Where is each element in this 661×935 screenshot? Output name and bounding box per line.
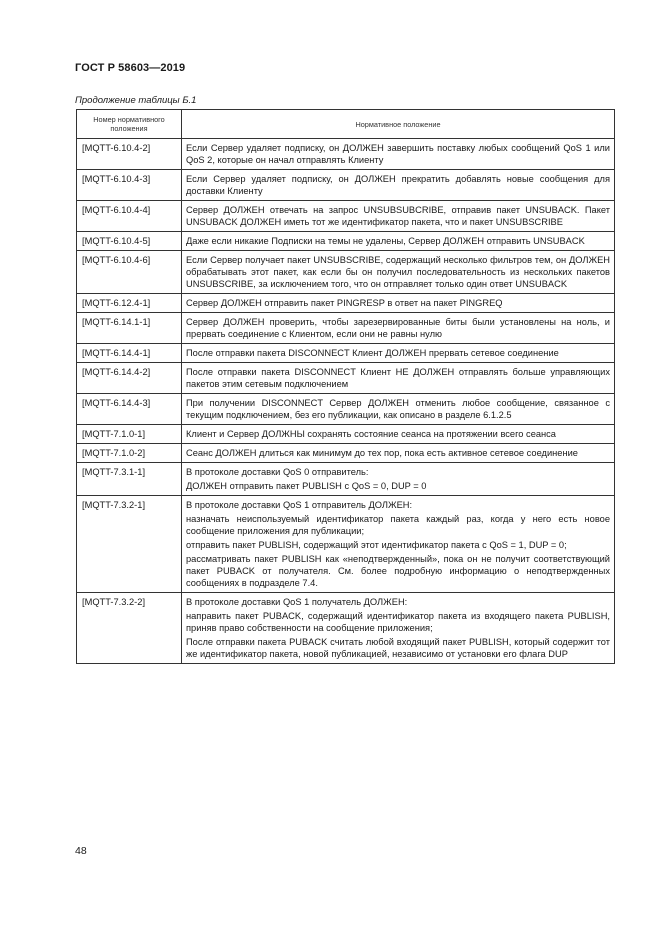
table-row bbox=[77, 394, 615, 425]
requirement-paragraph: направить пакет PUBACK, содержащий идентификатор пакета из входящего пакета PUBLISH, приняв право собственности на сообщение приложения; bbox=[186, 611, 610, 633]
column-header-number: Номер нормативного положения bbox=[77, 110, 182, 139]
requirement-id: [MQTT-6.10.4-5] bbox=[77, 232, 182, 251]
requirement-text bbox=[182, 496, 615, 593]
requirement-paragraph: Сервер ДОЛЖЕН отправить пакет PINGRESP в ответ на пакет PINGREQ bbox=[186, 298, 503, 308]
requirement-paragraph: После отправки пакета PUBACK считать любой входящий пакет PUBLISH, который содержит тот же идентификатор пакета, новой публикацией, независимо от установки его флага DUP bbox=[186, 637, 610, 659]
table-row bbox=[77, 444, 615, 463]
requirement-paragraph: рассматривать пакет PUBLISH как «неподтвержденный», пока он не получит соответствующий пакет PUBACK от получателя. См. более подробную информацию о неподтвержденных сообщениях в подразделе 7.4. bbox=[186, 554, 610, 588]
table-row bbox=[77, 313, 615, 344]
requirement-id: [MQTT-7.3.2-2] bbox=[77, 593, 182, 664]
requirement-text bbox=[182, 425, 615, 444]
requirement-id: [MQTT-7.1.0-2] bbox=[77, 444, 182, 463]
requirement-id: [MQTT-6.10.4-4] bbox=[77, 201, 182, 232]
requirement-text bbox=[182, 463, 615, 496]
requirement-id: [MQTT-6.10.4-6] bbox=[77, 251, 182, 294]
table-header-row bbox=[77, 110, 615, 139]
requirement-paragraph: При получении DISCONNECT Сервер ДОЛЖЕН отменить любое сообщение, связанное с текущим подключением, без его публикации, как описано в разделе 6.1.2.5 bbox=[186, 398, 610, 420]
requirement-paragraph: Сеанс ДОЛЖЕН длиться как минимум до тех пор, пока есть активное сетевое соединение bbox=[186, 448, 578, 458]
requirement-paragraph: Если Сервер удаляет подписку, он ДОЛЖЕН завершить поставку любых сообщений QoS 1 или QoS 2, которые он начал отправлять Клиенту bbox=[186, 143, 610, 165]
requirement-paragraph: отправить пакет PUBLISH, содержащий этот идентификатор пакета с QoS = 1, DUP = 0; bbox=[186, 540, 567, 550]
requirement-id: [MQTT-6.14.4-2] bbox=[77, 363, 182, 394]
requirement-id: [MQTT-6.12.4-1] bbox=[77, 294, 182, 313]
requirements-table bbox=[76, 109, 615, 664]
requirement-id: [MQTT-6.14.1-1] bbox=[77, 313, 182, 344]
requirement-text bbox=[182, 344, 615, 363]
requirement-text bbox=[182, 394, 615, 425]
requirement-paragraph: В протоколе доставки QoS 1 получатель ДОЛЖЕН: bbox=[186, 597, 408, 607]
requirement-paragraph: Сервер ДОЛЖЕН проверить, чтобы зарезервированные биты были установлены на ноль, и прервать соединение с Клиентом, если они не равны нулю bbox=[186, 317, 610, 339]
requirement-text bbox=[182, 593, 615, 664]
requirement-id: [MQTT-7.3.1-1] bbox=[77, 463, 182, 496]
table-row bbox=[77, 232, 615, 251]
requirement-id: [MQTT-6.10.4-3] bbox=[77, 170, 182, 201]
requirement-id: [MQTT-6.14.4-1] bbox=[77, 344, 182, 363]
requirement-paragraph: В протоколе доставки QoS 1 отправитель ДОЛЖЕН: bbox=[186, 500, 413, 510]
requirement-paragraph: Если Сервер удаляет подписку, он ДОЛЖЕН прекратить добавлять новые сообщения для доставки Клиенту bbox=[186, 174, 610, 196]
requirement-text bbox=[182, 170, 615, 201]
requirement-text bbox=[182, 444, 615, 463]
requirement-paragraph: Если Сервер получает пакет UNSUBSCRIBE, содержащий несколько фильтров тем, он ДОЛЖЕН обрабатывать этот пакет, как если бы он получил последовательность из нескольких пакетов UNSUBSCRIBE, за исключением того, что он отправляет только один ответ UNSUBACK bbox=[186, 255, 610, 289]
requirement-paragraph: назначать неиспользуемый идентификатор пакета каждый раз, когда у него есть новое сообщение приложения для публикации; bbox=[186, 514, 610, 536]
requirement-paragraph: После отправки пакета DISCONNECT Клиент НЕ ДОЛЖЕН отправлять больше управляющих пакетов этим сетевым подключением bbox=[186, 367, 610, 389]
requirement-text bbox=[182, 201, 615, 232]
document-header: ГОСТ Р 58603—2019 bbox=[75, 62, 186, 74]
requirement-id: [MQTT-6.14.4-3] bbox=[77, 394, 182, 425]
table-row bbox=[77, 463, 615, 496]
table-row bbox=[77, 170, 615, 201]
requirement-text bbox=[182, 294, 615, 313]
table-row bbox=[77, 294, 615, 313]
requirement-paragraph: После отправки пакета DISCONNECT Клиент ДОЛЖЕН прервать сетевое соединение bbox=[186, 348, 559, 358]
requirement-paragraph: В протоколе доставки QoS 0 отправитель: bbox=[186, 467, 369, 477]
page-number: 48 bbox=[75, 845, 87, 857]
requirement-paragraph: ДОЛЖЕН отправить пакет PUBLISH с QoS = 0, DUP = 0 bbox=[186, 481, 427, 491]
requirement-id: [MQTT-7.1.0-1] bbox=[77, 425, 182, 444]
requirement-text bbox=[182, 251, 615, 294]
requirement-paragraph: Даже если никакие Подписки на темы не удалены, Сервер ДОЛЖЕН отправить UNSUBACK bbox=[186, 236, 585, 246]
requirement-paragraph: Сервер ДОЛЖЕН отвечать на запрос UNSUBSUBCRIBE, отправив пакет UNSUBACK. Пакет UNSUBACK ДОЛЖЕН иметь тот же идентификатор пакета, что и пакет UNSUBSCRIBE bbox=[186, 205, 610, 227]
requirement-text bbox=[182, 313, 615, 344]
table-row bbox=[77, 251, 615, 294]
table-body bbox=[77, 139, 615, 664]
table-row bbox=[77, 139, 615, 170]
requirement-text bbox=[182, 232, 615, 251]
table-caption: Продолжение таблицы Б.1 bbox=[75, 95, 197, 106]
table-row bbox=[77, 201, 615, 232]
requirement-id: [MQTT-7.3.2-1] bbox=[77, 496, 182, 593]
table-row bbox=[77, 344, 615, 363]
requirement-id: [MQTT-6.10.4-2] bbox=[77, 139, 182, 170]
table-row bbox=[77, 496, 615, 593]
column-header-statement: Нормативное положение bbox=[182, 110, 615, 139]
requirement-text bbox=[182, 363, 615, 394]
table-row bbox=[77, 425, 615, 444]
table-row bbox=[77, 363, 615, 394]
requirement-text bbox=[182, 139, 615, 170]
requirement-paragraph: Клиент и Сервер ДОЛЖНЫ сохранять состояние сеанса на протяжении всего сеанса bbox=[186, 429, 556, 439]
table-row bbox=[77, 593, 615, 664]
